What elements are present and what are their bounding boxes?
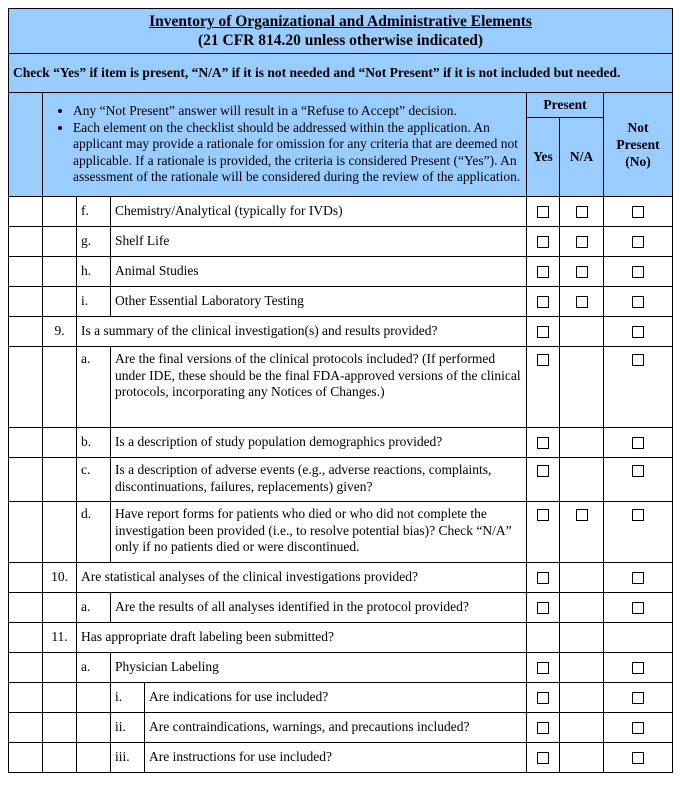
- not-present-checkbox[interactable]: [632, 692, 644, 704]
- table-row: [9, 257, 673, 287]
- yes-checkbox[interactable]: [537, 752, 549, 764]
- header-yes: Yes: [527, 118, 560, 197]
- row-text: Chemistry/Analytical (typically for IVDs): [111, 197, 527, 227]
- yes-checkbox[interactable]: [537, 437, 549, 449]
- row-label: a.: [77, 653, 111, 683]
- yes-checkbox[interactable]: [537, 602, 549, 614]
- header-na: N/A: [560, 118, 604, 197]
- table-row: [9, 713, 673, 743]
- table-row: [9, 317, 673, 347]
- header-not-present-line1: Not: [627, 120, 649, 135]
- yes-checkbox[interactable]: [537, 662, 549, 674]
- not-present-checkbox[interactable]: [632, 266, 644, 278]
- row-label: b.: [77, 428, 111, 458]
- row-text: Animal Studies: [111, 257, 527, 287]
- na-checkbox[interactable]: [576, 509, 588, 521]
- row-label: i.: [111, 683, 145, 713]
- yes-checkbox[interactable]: [537, 206, 549, 218]
- table-row: [9, 502, 673, 563]
- table-row: [9, 563, 673, 593]
- yes-checkbox[interactable]: [537, 465, 549, 477]
- yes-checkbox[interactable]: [537, 296, 549, 308]
- table-row: [9, 593, 673, 623]
- row-label: i.: [77, 287, 111, 317]
- question-text: Is a summary of the clinical investigation(s) and results provided?: [77, 317, 527, 347]
- not-present-checkbox[interactable]: [632, 354, 644, 366]
- not-present-checkbox[interactable]: [632, 206, 644, 218]
- form-title: [9, 9, 673, 54]
- na-checkbox[interactable]: [576, 296, 588, 308]
- table-row: [9, 458, 673, 502]
- row-text: Physician Labeling: [111, 653, 527, 683]
- bullet-refuse-to-accept: • Any “Not Present” answer will result in a “Refuse to Accept” decision.: [73, 103, 522, 120]
- not-present-checkbox[interactable]: [632, 326, 644, 338]
- not-present-checkbox[interactable]: [632, 602, 644, 614]
- na-checkbox[interactable]: [576, 236, 588, 248]
- row-text: Are the results of all analyses identified in the protocol provided?: [111, 593, 527, 623]
- na-checkbox[interactable]: [576, 266, 588, 278]
- not-present-checkbox[interactable]: [632, 236, 644, 248]
- instruction-bullets: [43, 93, 527, 197]
- not-present-checkbox[interactable]: [632, 437, 644, 449]
- yes-checkbox[interactable]: [537, 266, 549, 278]
- form-title-subtitle: (21 CFR 814.20 unless otherwise indicated): [197, 32, 484, 49]
- row-text: Have report forms for patients who died or who did not complete the investigation been provided (i.e., to resolve potential bias)? Check “N/A” only if no patients died or were discontinued.: [111, 502, 527, 563]
- table-row: [9, 743, 673, 773]
- bullet-rationale: • Each element on the checklist should be addressed within the application. An applicant may provide a rationale for omission for any criteria that are deemed not applicable. If a rationale is provided, the criteria is considered Present (“Yes”). An assessment of the rationale will be considered during the review of the application.: [73, 120, 522, 186]
- table-row: [9, 347, 673, 428]
- yes-checkbox[interactable]: [537, 509, 549, 521]
- yes-checkbox[interactable]: [537, 354, 549, 366]
- table-row: [9, 227, 673, 257]
- question-text: Are statistical analyses of the clinical investigations provided?: [77, 563, 527, 593]
- not-present-checkbox[interactable]: [632, 509, 644, 521]
- row-label: h.: [77, 257, 111, 287]
- inventory-checklist-table: [8, 8, 673, 773]
- yes-checkbox[interactable]: [537, 722, 549, 734]
- table-row: [9, 623, 673, 653]
- row-text: Shelf Life: [111, 227, 527, 257]
- not-present-checkbox[interactable]: [632, 465, 644, 477]
- table-row: [9, 683, 673, 713]
- question-text: Has appropriate draft labeling been submitted?: [77, 623, 527, 653]
- not-present-checkbox[interactable]: [632, 722, 644, 734]
- yes-checkbox[interactable]: [537, 236, 549, 248]
- na-checkbox[interactable]: [576, 206, 588, 218]
- row-label: g.: [77, 227, 111, 257]
- yes-checkbox[interactable]: [537, 572, 549, 584]
- row-label: f.: [77, 197, 111, 227]
- table-row: [9, 197, 673, 227]
- not-present-checkbox[interactable]: [632, 572, 644, 584]
- table-row: [9, 428, 673, 458]
- row-text: Are instructions for use included?: [145, 743, 527, 773]
- row-text: Other Essential Laboratory Testing: [111, 287, 527, 317]
- form-title-main: Inventory of Organizational and Administrative Elements: [149, 13, 532, 30]
- row-label: a.: [77, 347, 111, 428]
- question-number: 10.: [43, 563, 77, 593]
- header-not-present-line2: Present: [616, 137, 660, 152]
- header-spacer: [9, 93, 43, 197]
- not-present-checkbox[interactable]: [632, 296, 644, 308]
- not-present-checkbox[interactable]: [632, 662, 644, 674]
- header-not-present: [604, 93, 673, 197]
- row-label: d.: [77, 502, 111, 563]
- not-present-checkbox[interactable]: [632, 752, 644, 764]
- row-text: Is a description of adverse events (e.g., adverse reactions, complaints, discontinuations, failures, replacements) given?: [111, 458, 527, 502]
- yes-checkbox[interactable]: [537, 692, 549, 704]
- table-row: [9, 653, 673, 683]
- row-label: iii.: [111, 743, 145, 773]
- row-text: Is a description of study population demographics provided?: [111, 428, 527, 458]
- header-present: Present: [527, 93, 604, 118]
- instruction-text: Check “Yes” if item is present, “N/A” if it is not needed and “Not Present” if it is not included but needed.: [9, 54, 673, 93]
- question-number: 9.: [43, 317, 77, 347]
- yes-checkbox[interactable]: [537, 326, 549, 338]
- table-row: [9, 287, 673, 317]
- row-text: Are contraindications, warnings, and precautions included?: [145, 713, 527, 743]
- header-not-present-line3: (No): [625, 154, 651, 169]
- question-number: 11.: [43, 623, 77, 653]
- row-label: a.: [77, 593, 111, 623]
- row-label: c.: [77, 458, 111, 502]
- row-text: Are the final versions of the clinical protocols included? (If performed under IDE, these should be the final FDA-approved versions of the clinical protocols, incorporating any Notices of Changes.): [111, 347, 527, 428]
- row-text: Are indications for use included?: [145, 683, 527, 713]
- row-label: ii.: [111, 713, 145, 743]
